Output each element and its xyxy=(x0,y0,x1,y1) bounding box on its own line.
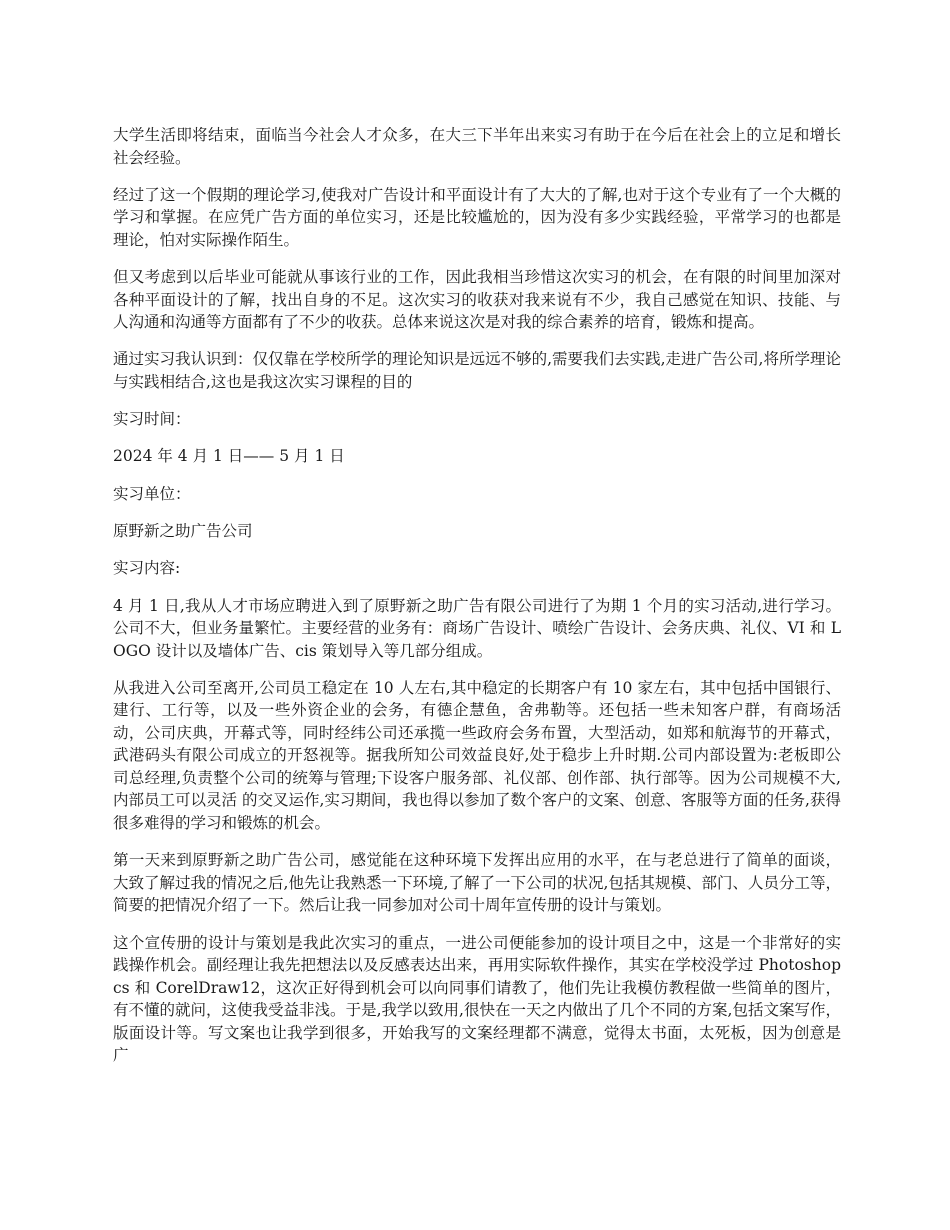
label-internship-time: 实习时间： xyxy=(113,410,191,429)
paragraph-purpose: 通过实习我认识到：仅仅靠在学校所学的理论知识是远远不够的,需要我们去实践,走进广告公司,将所学理论与实践相结合,这也是我这次实习课程的目的 xyxy=(113,350,841,391)
paragraph-intro: 大学生活即将结束，面临当今社会人才众多，在大三下半年出来实习有助于在今后在社会上的立足和增长社会经验。 xyxy=(113,126,841,167)
paragraph-company-structure: 从我进入公司至离开,公司员工稳定在 10 人左右,其中稳定的长期客户有 10 家左右，其中包括中国银行、建行、工行等，以及一些外资企业的会务，有德企慧鱼，舍弗勒等。还包括一些未知客户群，有商场活动，公司庆典，开幕式等，同时经纬公司还承揽一些政府会务布置，大型活动，如郑和航海节的开幕式，武港码头有限公司成立的开怒视等。据我所知公司效益良好,处于稳步上升时期.公司内部设置为:老板即公司总经理,负责整个公司的统筹与管理;下设客户服务部、礼仪部、创作部、执行部等。因为公司规模不大,内部员工可以灵活 的交叉运作,实习期间，我也得以参加了数个客户的文案、创意、客服等方面的任务,获得很多难得的学习和锻炼的机会。 xyxy=(113,678,841,832)
value-internship-time: 2024 年 4 月 1 日—— 5 月 1 日 xyxy=(113,447,345,466)
value-internship-unit: 原野新之助广告公司 xyxy=(113,522,253,541)
paragraph-opportunity: 但又考虑到以后毕业可能就从事该行业的工作，因此我相当珍惜这次实习的机会，在有限的时间里加深对各种平面设计的了解，找出自身的不足。这次实习的收获对我来说有不少，我自己感觉在知识、技能、与人沟通和沟通等方面都有了不少的收获。总体来说这次是对我的综合素养的培育，锻炼和提高。 xyxy=(113,268,841,332)
paragraph-brochure-project: 这个宣传册的设计与策划是我此次实习的重点，一进公司便能参加的设计项目之中，这是一个非常好的实践操作机会。副经理让我先把想法以及反感表达出来，再用实际软件操作，其实在学校没学过 Photoshop cs 和 CorelDraw12，这次正好得到机会可以向同事们请教了，他们先让我模仿教程做一些简单的图片，有不懂的就问，这使我受益非浅。于是,我学以致用,很快在一天之内做出了几个不同的方案,包括文案写作，版面设计等。写文案也让我学到很多，开始我写的文案经理都不满意，觉得太书面，太死板，因为创意是广 xyxy=(113,933,841,1065)
label-internship-unit: 实习单位： xyxy=(113,484,191,503)
label-internship-content: 实习内容: xyxy=(113,559,181,578)
document-page xyxy=(113,124,841,1081)
paragraph-company-business: 4 月 1 日,我从人才市场应聘进入到了原野新之助广告有限公司进行了为期 1 个月的实习活动,进行学习。公司不大，但业务量繁忙。主要经营的业务有：商场广告设计、喷绘广告设计、会务庆典、礼仪、VI 和 LOGO 设计以及墙体广告、cis 策划导入等几部分组成。 xyxy=(113,596,841,660)
paragraph-theory-study: 经过了这一个假期的理论学习,使我对广告设计和平面设计有了大大的了解,也对于这个专业有了一个大概的学习和掌握。在应凭广告方面的单位实习，还是比较尴尬的，因为没有多少实践经验，平常学习的也都是理论，怕对实际操作陌生。 xyxy=(113,185,841,249)
paragraph-first-day: 第一天来到原野新之助广告公司，感觉能在这种环境下发挥出应用的水平，在与老总进行了简单的面谈，大致了解过我的情况之后,他先让我熟悉一下环境,了解了一下公司的状况,包括其规模、部门、人员分工等，简要的把情况介绍了一下。然后让我一同参加对公司十周年宣传册的设计与策划。 xyxy=(113,851,841,915)
